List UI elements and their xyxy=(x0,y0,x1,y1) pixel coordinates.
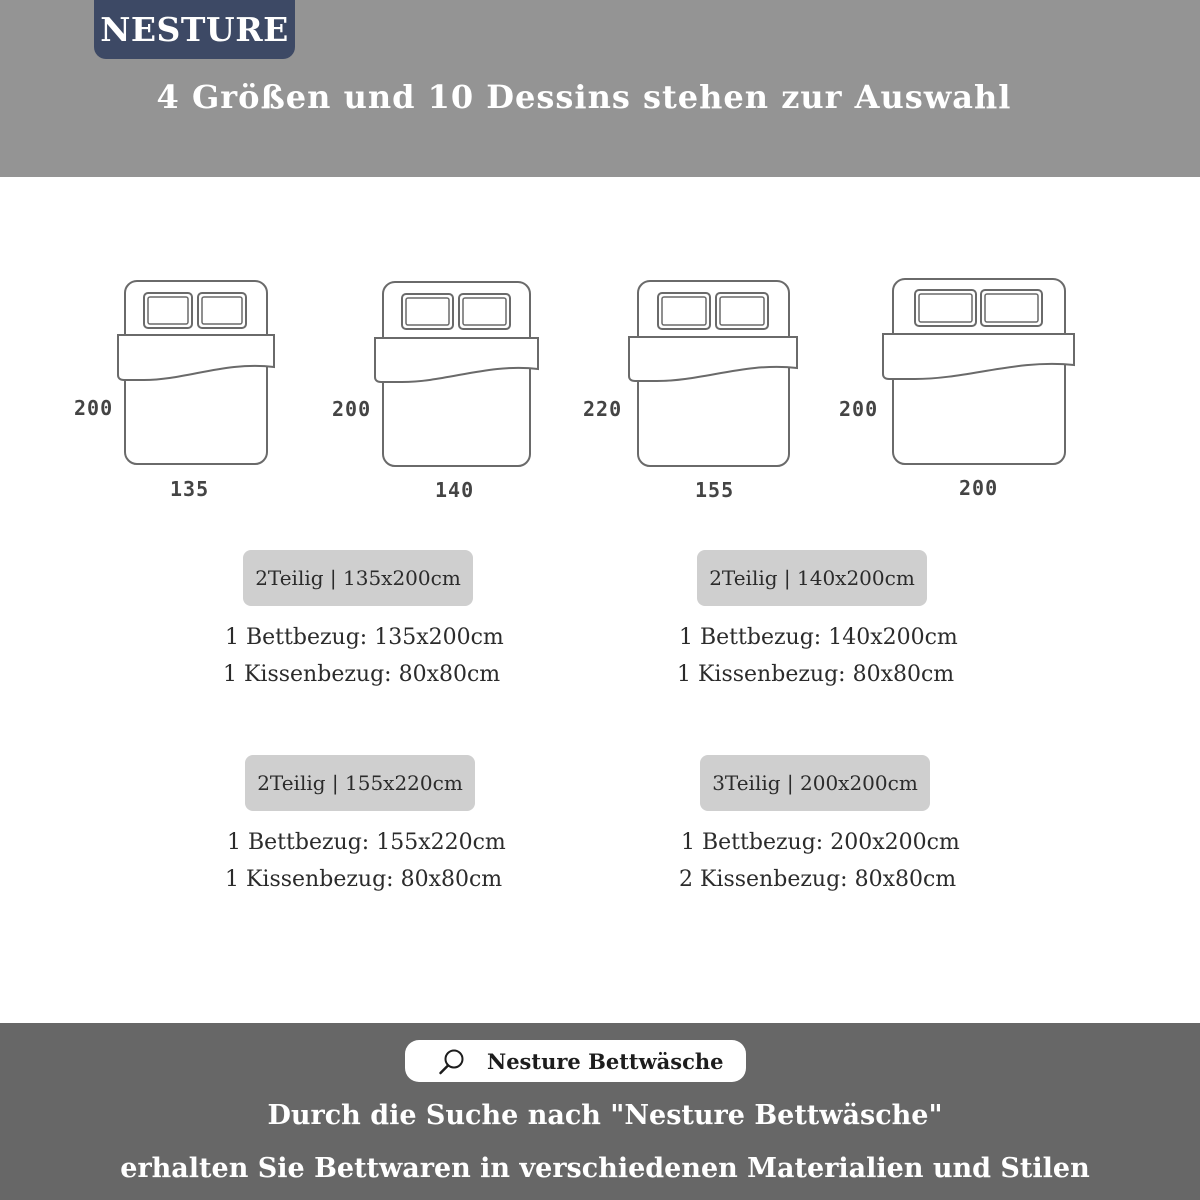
set-pillow-line: 2 Kissenbezug: 80x80cm xyxy=(679,867,957,892)
header-banner xyxy=(0,0,1200,177)
set-pillow-line: 1 Kissenbezug: 80x80cm xyxy=(223,662,501,687)
bed-outline-2 xyxy=(374,282,540,467)
bed-diagram-2 xyxy=(374,282,540,467)
set-pillow-line: 1 Kissenbezug: 80x80cm xyxy=(225,867,503,892)
set-pillow-line: 1 Kissenbezug: 80x80cm xyxy=(677,662,955,687)
bed-height-label: 200 xyxy=(839,397,879,421)
bed-width-label: 135 xyxy=(170,477,210,501)
bed-diagram-1 xyxy=(116,281,276,466)
bed-height-label: 200 xyxy=(332,397,372,421)
set-title-badge: 2Teilig | 155x220cm xyxy=(245,755,475,811)
footer-text-line-1: Durch die Suche nach "Nesture Bettwäsche" xyxy=(267,1100,943,1131)
set-title-badge: 2Teilig | 135x200cm xyxy=(243,550,473,606)
page-headline: 4 Größen und 10 Dessins stehen zur Auswahl xyxy=(156,78,1012,116)
bed-diagram-4 xyxy=(882,279,1076,466)
bed-width-label: 200 xyxy=(959,476,999,500)
set-duvet-line: 1 Bettbezug: 140x200cm xyxy=(679,625,958,650)
bed-outline-1 xyxy=(116,281,276,466)
bed-width-label: 140 xyxy=(435,478,475,502)
set-duvet-line: 1 Bettbezug: 155x220cm xyxy=(227,830,506,855)
bed-outline-3 xyxy=(628,281,798,467)
set-title-badge: 2Teilig | 140x200cm xyxy=(697,550,927,606)
bed-diagram-3 xyxy=(628,281,798,467)
set-duvet-line: 1 Bettbezug: 200x200cm xyxy=(681,830,960,855)
set-title-badge: 3Teilig | 200x200cm xyxy=(700,755,930,811)
bed-width-label: 155 xyxy=(695,478,735,502)
set-duvet-line: 1 Bettbezug: 135x200cm xyxy=(225,625,504,650)
bed-height-label: 200 xyxy=(74,396,114,420)
footer-text-line-2: erhalten Sie Bettwaren in verschiedenen Materialien und Stilen xyxy=(120,1153,1090,1184)
search-icon[interactable] xyxy=(438,1048,466,1076)
brand-logo[interactable]: NESTURE xyxy=(94,0,295,59)
search-query-label[interactable]: Nesture Bettwäsche xyxy=(487,1049,724,1074)
bed-height-label: 220 xyxy=(583,397,623,421)
bed-outline-4 xyxy=(882,279,1076,466)
